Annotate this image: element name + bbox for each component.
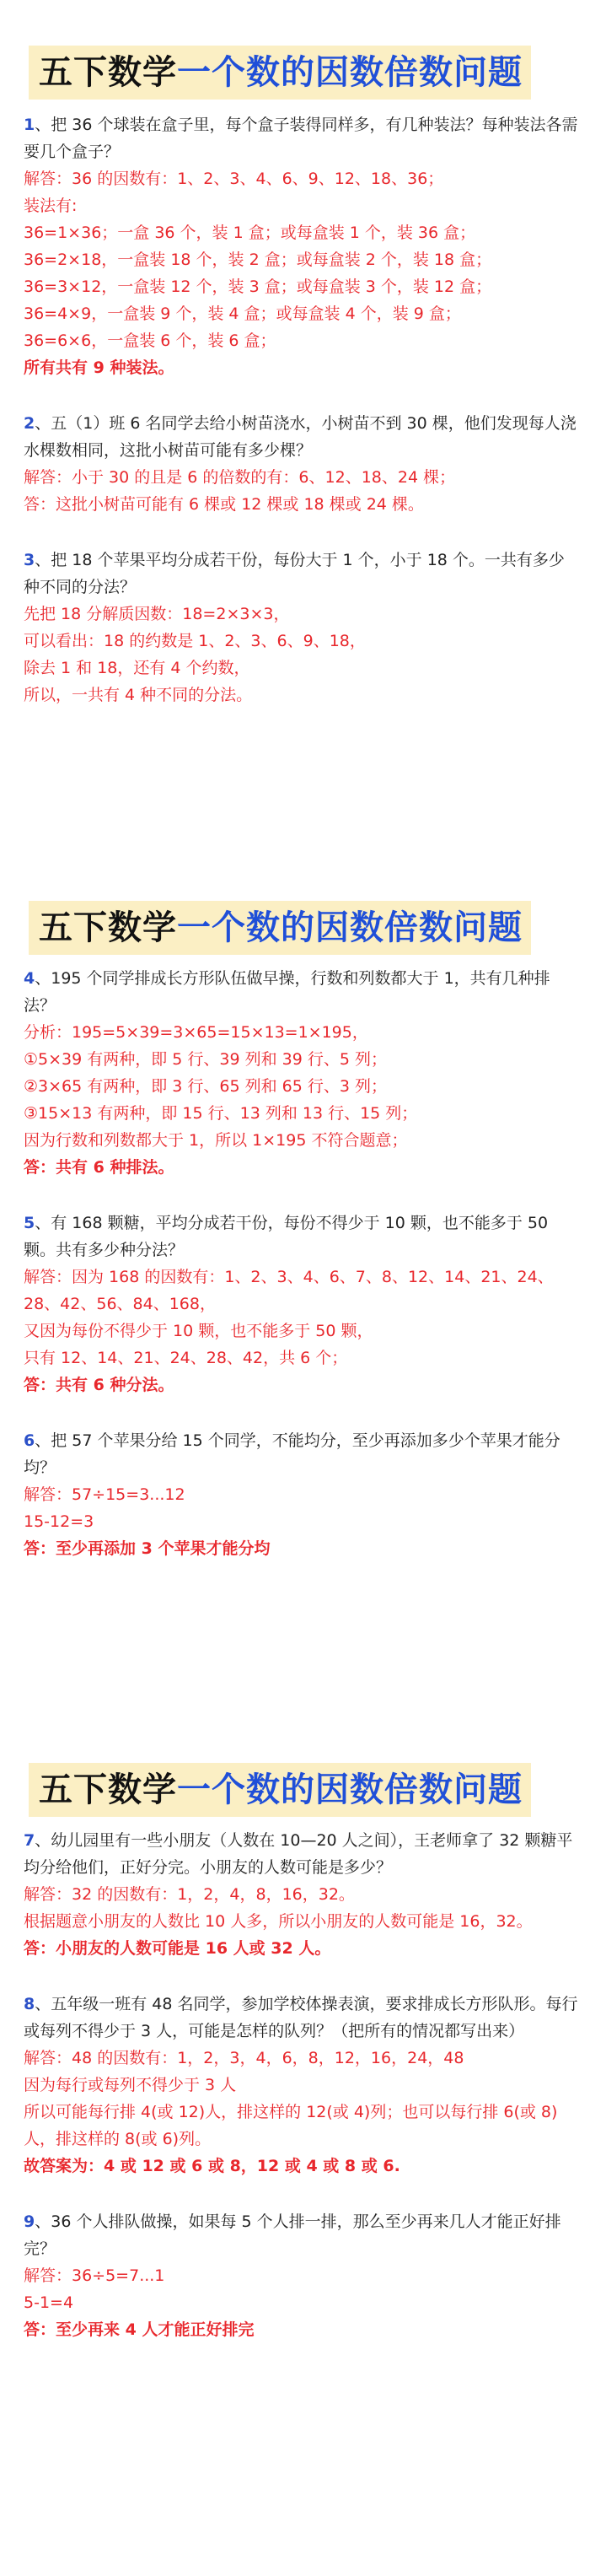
answer-line: ③15×13 有两种，即 15 行、13 列和 13 行、15 列； [24,1104,418,1123]
answer-line: 解答：36÷5=7...1 [24,2266,165,2285]
answer-line: 解答：36 的因数有：1、2、3、4、6、9、12、18、36； [24,170,444,188]
answer-line: 答：共有 6 种排法。 [24,1158,174,1177]
question-text: 、195 个同学排成长方形队伍做早操，行数和列数都大于 1，共有几种排法？ [24,969,550,1015]
answer-line: ①5×39 有两种，即 5 行、39 列和 39 行、5 列； [24,1050,388,1069]
title-topic: 一个数的因数倍数问题 [177,53,523,92]
answer-line: 解答：32 的因数有：1，2，4，8，16，32。 [24,1885,355,1904]
question-text: 、五年级一班有 48 名同学，参加学校体操表演，要求排成长方形队形。每行或每列不得少于 3 人，可能是怎样的队列？（把所有的情况都写出来） [24,1995,578,2040]
problem-7 [24,1827,580,1962]
answer-line: 因为每行或每列不得少于 3 人 [24,2076,237,2094]
problem-9 [24,2208,580,2343]
question [24,111,580,165]
answer-line: 答：至少再来 4 人才能正好排完 [24,2320,255,2339]
answer-line: 除去 1 和 18，还有 4 个约数， [24,659,250,677]
question-text: 、有 168 颗糖，平均分成若干份，每份不得少于 10 颗，也不能多于 50 颗。共有多少种分法？ [24,1214,549,1259]
answer-line: 所以可能每行排 4(或 12)人，排这样的 12(或 4)列；也可以每行排 6(或 8)人，排这样的 8(或 6)列。 [24,2103,558,2148]
question-number: 9 [24,2212,35,2231]
answer-line: 又因为每份不得少于 10 颗，也不能多于 50 颗， [24,1322,373,1340]
title-prefix: 五下数学 [39,53,177,92]
title-prefix: 五下数学 [39,908,177,947]
section-2 [24,901,580,1562]
question-number: 7 [24,1831,35,1850]
question-number: 2 [24,414,35,433]
answer-line: 36=4×9，一盒装 9 个，装 4 盒；或每盒装 4 个，装 9 盒； [24,304,461,323]
answer-line: 答：共有 6 种分法。 [24,1376,174,1394]
answer-line: 5-1=4 [24,2293,74,2312]
title-prefix: 五下数学 [39,1770,177,1809]
problem-2 [24,410,580,518]
answer-line: 解答：因为 168 的因数有：1、2、3、4、6、7、8、12、14、21、24、28、42、56、84、168， [24,1268,554,1313]
section-title [29,901,531,955]
question-text: 、36 个人排队做操，如果每 5 个人排一排，那么至少再来几人才能正好排完？ [24,2212,561,2258]
answer-line: 解答：48 的因数有：1，2，3，4，6，8，12，16，24，48 [24,2049,464,2067]
question-number: 3 [24,551,35,569]
question [24,547,580,601]
answer-line: 所有共有 9 种装法。 [24,358,174,377]
answer-line: 36=3×12，一盒装 12 个，装 3 盒；或每盒装 3 个，装 12 盒； [24,278,492,296]
answer-line: 根据题意小朋友的人数比 10 人多，所以小朋友的人数可能是 16，32。 [24,1912,533,1931]
answer-line: 故答案为：4 或 12 或 6 或 8，12 或 4 或 8 或 6. [24,2157,400,2175]
answer-line: 可以看出：18 的约数是 1、2、3、6、9、18， [24,632,366,650]
question [24,1991,580,2045]
question-text: 、把 36 个球装在盒子里，每个盒子装得同样多，有几种装法？每种装法各需要几个盒子？ [24,116,578,161]
problem-5 [24,1210,580,1398]
section-3 [24,1763,580,2343]
answer-line: ②3×65 有两种，即 3 行、65 列和 65 行、3 列； [24,1077,388,1096]
problem-6 [24,1427,580,1562]
problem-8 [24,1991,580,2180]
question [24,1210,580,1264]
question [24,2208,580,2262]
answer-line: 答：至少再添加 3 个苹果才能分均 [24,1539,271,1558]
title-topic: 一个数的因数倍数问题 [177,1770,523,1809]
question [24,1827,580,1881]
question-number: 1 [24,116,35,134]
problem-4 [24,965,580,1181]
section-1 [24,46,580,709]
answer-line: 15-12=3 [24,1512,94,1531]
question-text: 、五（1）班 6 名同学去给小树苗浇水，小树苗不到 30 棵，他们发现每人浇水棵数相同，这批小树苗可能有多少棵？ [24,414,577,460]
section-title [29,1763,531,1817]
problem-3 [24,547,580,709]
question-number: 5 [24,1214,35,1232]
question-text: 、把 57 个苹果分给 15 个同学，不能均分，至少再添加多少个苹果才能分均？ [24,1431,560,1477]
question-number: 6 [24,1431,35,1450]
question-text: 、把 18 个苹果平均分成若干份，每份大于 1 个，小于 18 个。一共有多少种不同的分法？ [24,551,565,596]
answer-line: 36=2×18，一盒装 18 个，装 2 盒；或每盒装 2 个，装 18 盒； [24,251,492,269]
question [24,1427,580,1481]
answer-line: 因为行数和列数都大于 1，所以 1×195 不符合题意； [24,1131,408,1150]
answer-line: 答：小朋友的人数可能是 16 人或 32 人。 [24,1939,331,1958]
problem-1 [24,111,580,381]
answer-line: 解答：57÷15=3...12 [24,1485,185,1504]
question [24,965,580,1019]
question-text: 、幼儿园里有一些小朋友（人数在 10—20 人之间），王老师拿了 32 颗糖平均分给他们，正好分完。小朋友的人数可能是多少？ [24,1831,573,1877]
answer-line: 装法有: [24,197,78,215]
section-title [29,46,531,100]
answer-line: 解答：小于 30 的且是 6 的倍数的有：6、12、18、24 棵； [24,468,456,487]
answer-line: 分析：195=5×39=3×65=15×13=1×195， [24,1023,368,1042]
answer-line: 先把 18 分解质因数：18=2×3×3， [24,605,290,623]
question-number: 4 [24,969,35,988]
answer-line: 只有 12、14、21、24、28、42，共 6 个； [24,1349,348,1367]
title-topic: 一个数的因数倍数问题 [177,908,523,947]
answer-line: 36=1×36；一盒 36 个，装 1 盒；或每盒装 1 个，装 36 盒； [24,224,476,242]
question-number: 8 [24,1995,35,2013]
question [24,410,580,464]
answer-line: 所以，一共有 4 种不同的分法。 [24,686,253,704]
answer-line: 36=6×6，一盒装 6 个，装 6 盒； [24,331,276,350]
answer-line: 答：这批小树苗可能有 6 棵或 12 棵或 18 棵或 24 棵。 [24,495,424,514]
